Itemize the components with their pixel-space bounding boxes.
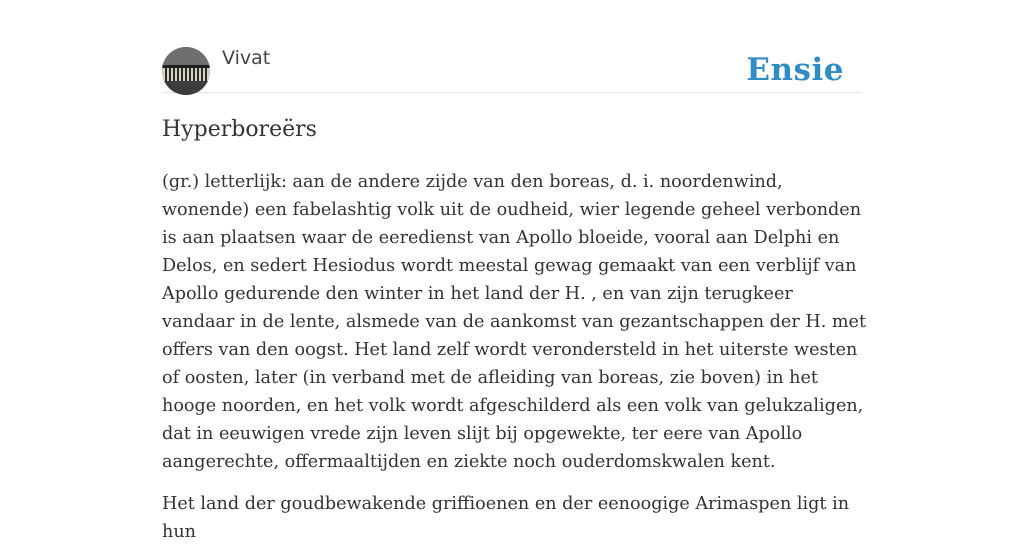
author-avatar[interactable] (162, 47, 210, 95)
article-paragraph: Het land der goudbewakende griffioenen en der eenoogige Arimaspen ligt in hun (162, 494, 850, 542)
site-header (162, 46, 862, 93)
brand-logo[interactable]: Ensie (746, 52, 844, 88)
article-paragraph: (gr.) letterlijk: aan de andere zijde van den boreas, d. i. noordenwind, wonende) een fabelashtig volk uit de oudheid, wier legende geheel verbonden is aan plaatsen waar de eeredienst van Apollo bloeide, vooral aan Delphi en Delos, en sedert Hesiodus wordt meestal gewag gemaakt van een verblijf van Apollo gedurende den winter in het land der H. , en van zijn terugkeer vandaar in de lente, alsmede van de aankomst van gezantschappen der H. met offers van den oogst. Het land zelf wordt verondersteld in het uiterste westen of oosten, later (in verband met de afleiding van boreas, zie boven) in het hooge noorden, en het volk wordt afgeschilderd als een volk van gelukzaligen, dat in eeuwigen vrede zijn leven slijt bij opgewekte, ter eere van Apollo aangerechte, offermaaltijden en ziekte noch ouderdomskwalen kent. (162, 172, 867, 472)
author-name[interactable]: Vivat (222, 47, 271, 69)
article-title: Hyperboreërs (162, 117, 317, 142)
typewriter-keys-icon (162, 47, 210, 95)
article-body (162, 168, 867, 560)
